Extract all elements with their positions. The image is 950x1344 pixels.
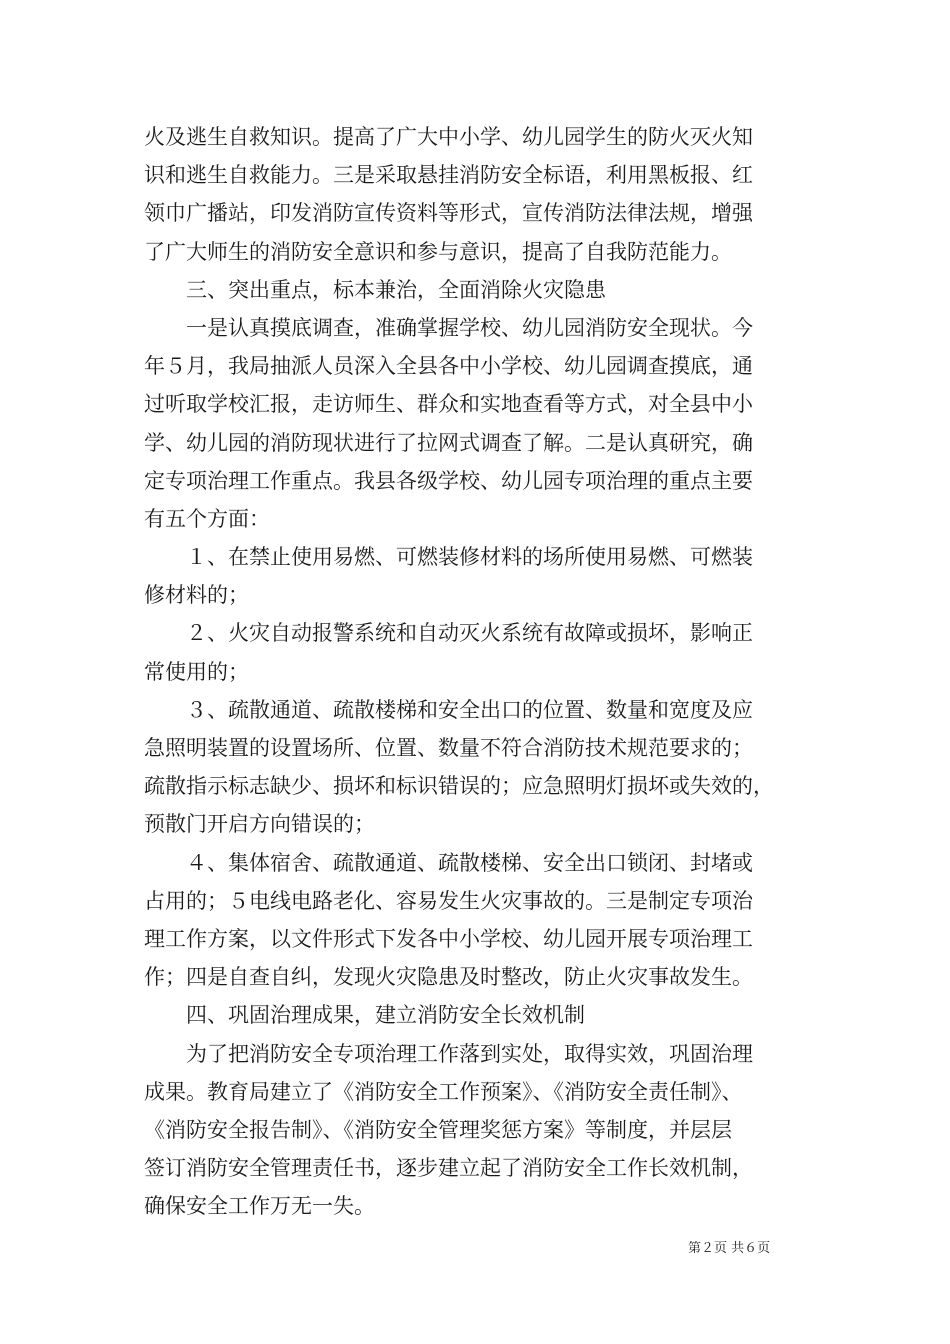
text-line: 一是认真摸底调查，准确掌握学校、幼儿园消防安全现状。今 [144,315,753,340]
text-line: 理工作方案，以文件形式下发各中小学校、幼儿园开展专项治理工 [144,926,753,951]
text-line: 占用的；５电线电路老化、容易发生火灾事故的。三是制定专项治 [144,888,753,913]
text-line: 预散门开启方向错误的； [144,812,375,837]
text-line: 了广大师生的消防安全意识和参与意识，提高了自我防范能力。 [144,239,732,264]
text-line: 为了把消防安全专项治理工作落到实处，取得实效，巩固治理 [144,1041,753,1066]
body-text [144,118,824,1225]
text-line: 火及逃生自救知识。提高了广大中小学、幼儿园学生的防火灭火知 [144,125,753,149]
text-line: 修材料的； [144,583,249,608]
text-line: 《消防安全报告制》、《消防安全管理奖惩方案》等制度，并层层 [144,1117,732,1142]
text-line: 领巾广播站，印发消防宣传资料等形式，宣传消防法律法规，增强 [144,201,753,226]
page-number: 第２页 共６页 [688,1241,771,1256]
section-heading: 三、突出重点，标本兼治，全面消除火灾隐患 [144,277,606,302]
list-item-2: ２、火灾自动报警系统和自动灭火系统有故障或损坏，影响正 [144,621,753,646]
list-item-4: ４、集体宿舍、疏散通道、疏散楼梯、安全出口锁闭、封堵或 [144,850,753,875]
text-line: 常使用的； [144,659,249,684]
text-line: 过听取学校汇报，走访师生、群众和实地查看等方式，对全县中小 [144,392,753,417]
text-line: 年５月，我局抽派人员深入全县各中小学校、幼儿园调查摸底，通 [144,354,753,379]
list-item-3: ３、疏散通道、疏散楼梯和安全出口的位置、数量和宽度及应 [144,697,753,722]
text-line: 疏散指示标志缺少、损坏和标识错误的；应急照明灯损坏或失效的， [144,774,774,799]
text-line: 有五个方面： [144,506,270,531]
list-item-1: １、在禁止使用易燃、可燃装修材料的场所使用易燃、可燃装 [144,545,753,570]
text-line: 识和逃生自救能力。三是采取悬挂消防安全标语，利用黑板报、红 [144,163,753,188]
text-line: 定专项治理工作重点。我县各级学校、幼儿园专项治理的重点主要 [144,468,753,493]
text-line: 签订消防安全管理责任书，逐步建立起了消防安全工作长效机制， [144,1156,753,1181]
text-line: 确保安全工作万无一失。 [144,1194,375,1219]
text-line: 学、幼儿园的消防现状进行了拉网式调查了解。二是认真研究，确 [144,430,753,455]
text-line: 作；四是自查自纠，发现火灾隐患及时整改，防止火灾事故发生。 [144,965,753,990]
text-line: 成果。教育局建立了《消防安全工作预案》、《消防安全责任制》、 [144,1079,743,1104]
text-line: 急照明装置的设置场所、位置、数量不符合消防技术规范要求的； [144,736,753,760]
section-heading: 四、巩固治理成果，建立消防安全长效机制 [144,1003,585,1028]
